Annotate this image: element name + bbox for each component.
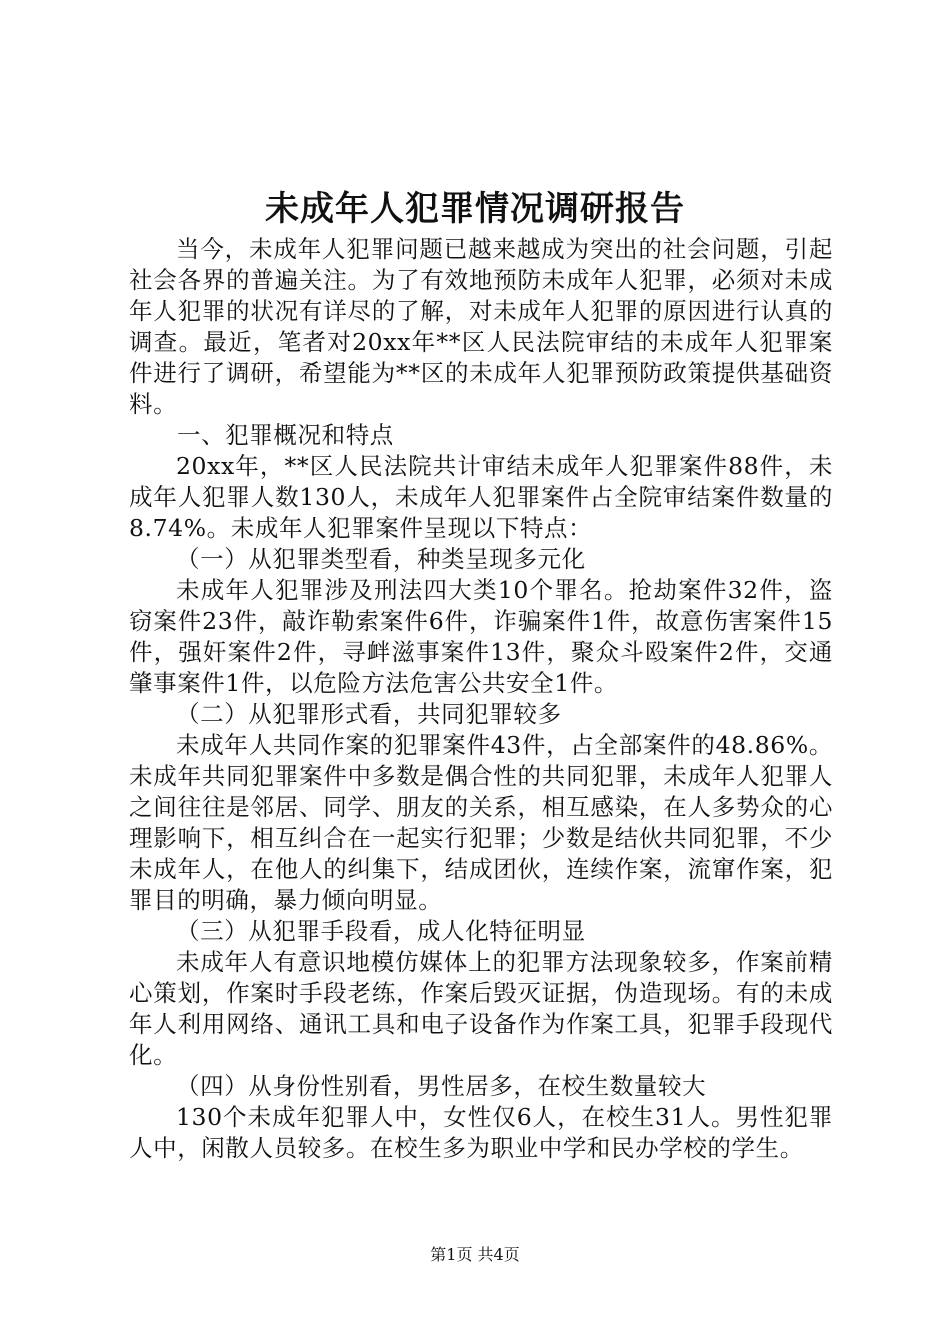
subsection-heading: （二）从犯罪形式看，共同犯罪较多 — [176, 700, 562, 728]
body-paragraph: 未成年人犯罪涉及刑法四大类10个罪名。抢劫案件32件，盗窃案件23件，敲诈勒索案件6件，诈骗案件1件，故意伤害案件15件，强奸案件2件，寻衅滋事案件13件，聚众斗殴案件2件，交通肇事案件1件，以危险方法危害公共安全1件。 — [129, 576, 833, 697]
document-title: 未成年人犯罪情况调研报告 — [265, 189, 685, 229]
intro-paragraph: 当今，未成年人犯罪问题已越来越成为突出的社会问题，引起社会各界的普遍关注。为了有效地预防未成年人犯罪，必须对未成年人犯罪的状况有详尽的了解，对未成年人犯罪的原因进行认真的调查。最近，笔者对20xx年**区人民法院审结的未成年人犯罪案件进行了调研，希望能为**区的未成年人犯罪预防政策提供基础资料。 — [129, 235, 833, 418]
overview-paragraph: 20xx年，**区人民法院共计审结未成年人犯罪案件88件，未成年人犯罪人数130人，未成年人犯罪案件占全院审结案件数量的8.74%。未成年人犯罪案件呈现以下特点： — [129, 452, 833, 542]
body-paragraph: 未成年人有意识地模仿媒体上的犯罪方法现象较多，作案前精心策划，作案时手段老练，作案后毁灭证据，伪造现场。有的未成年人利用网络、通讯工具和电子设备作为作案工具，犯罪手段现代化。 — [129, 948, 833, 1069]
body-paragraph: 130个未成年犯罪人中，女性仅6人，在校生31人。男性犯罪人中，闲散人员较多。在校生多为职业中学和民办学校的学生。 — [129, 1103, 833, 1162]
subsection-heading: （四）从身份性别看，男性居多，在校生数量较大 — [176, 1072, 707, 1100]
subsection-heading: （一）从犯罪类型看，种类呈现多元化 — [176, 545, 586, 573]
subsection-heading: （三）从犯罪手段看，成人化特征明显 — [176, 917, 586, 945]
page-footer: 第1页 共4页 — [430, 1245, 520, 1264]
document-body — [129, 234, 833, 1164]
section-heading: 一、犯罪概况和特点 — [177, 421, 394, 449]
body-paragraph: 未成年人共同作案的犯罪案件43件，占全部案件的48.86%。未成年共同犯罪案件中多数是偶合性的共同犯罪，未成年人犯罪人之间往往是邻居、同学、朋友的关系，相互感染，在人多势众的心理影响下，相互纠合在一起实行犯罪；少数是结伙共同犯罪，不少未成年人，在他人的纠集下，结成团伙，连续作案，流窜作案，犯罪目的明确，暴力倾向明显。 — [129, 731, 833, 914]
